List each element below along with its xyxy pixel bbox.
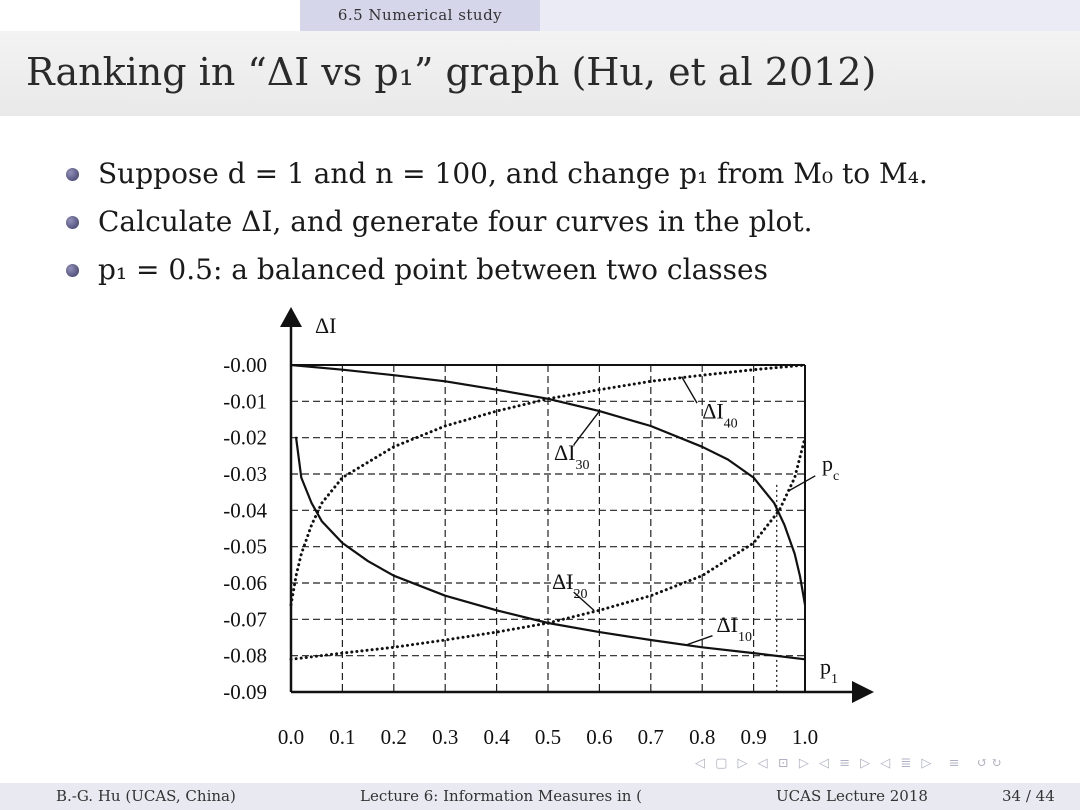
beamer-nav-icons[interactable]: ◁ ▢ ▷ ◁ ⊡ ▷ ◁ ≡ ▷ ◁ ≣ ▷ ≡ ↺↻ <box>695 756 1005 771</box>
x-axis-arrow-icon <box>852 681 874 703</box>
x-tick-label: 0.1 <box>329 725 356 749</box>
x-tick-label: 0.0 <box>277 725 305 749</box>
bullet-list <box>66 150 1046 294</box>
y-tick-label: -0.01 <box>223 389 267 414</box>
y-tick-label: -0.00 <box>223 353 267 377</box>
bullet-item <box>66 198 1046 246</box>
bullet-dot-icon <box>66 168 79 181</box>
y-tick-label: -0.02 <box>223 425 267 450</box>
section-tab[interactable]: 6.5 Numerical study <box>300 0 540 31</box>
footer-bar <box>0 783 1080 810</box>
footer-page: 34 / 44 <box>1002 787 1055 805</box>
bullet-item <box>66 246 1046 294</box>
x-tick-label: 0.5 <box>534 725 562 749</box>
leader-line-10 <box>687 636 713 645</box>
y-tick-label: -0.05 <box>223 534 267 559</box>
slide-title: Ranking in “ΔI vs p₁” graph (Hu, et al 2012) <box>26 50 877 94</box>
footer-author: B.-G. Hu (UCAS, China) <box>56 787 236 805</box>
footer-lecture: Lecture 6: Information Measures in ( <box>360 787 643 805</box>
y-tick-label: -0.04 <box>223 498 267 523</box>
bullet-text: Suppose d = 1 and n = 100, and change p₁ from M₀ to M₄. <box>98 157 928 190</box>
x-tick-label: 1.0 <box>791 725 819 749</box>
x-tick-label: 0.7 <box>637 725 664 749</box>
y-axis-arrow-icon <box>280 307 302 327</box>
y-tick-label: -0.03 <box>223 462 267 486</box>
x-tick-label: 0.4 <box>483 725 510 749</box>
y-tick-label: -0.09 <box>223 680 267 704</box>
pc-label: $p_c$ <box>822 450 840 484</box>
label-delta-i-30: $\Delta I_{30}$ <box>554 440 590 474</box>
footer-course: UCAS Lecture 2018 <box>776 787 928 805</box>
bullet-text: p₁ = 0.5: a balanced point between two classes <box>98 253 768 286</box>
x-tick-label: 0.6 <box>586 725 613 749</box>
pc-leader-line <box>790 476 816 491</box>
header-filler <box>540 0 1080 31</box>
y-tick-label: -0.08 <box>223 643 267 668</box>
label-delta-i-20: $\Delta I_{20}$ <box>552 569 588 603</box>
y-axis-label: ΔI <box>315 313 337 338</box>
delta-i-figure <box>200 300 890 760</box>
x-axis-label: $p_1$ <box>820 654 838 687</box>
bullet-item <box>66 150 1046 198</box>
bullet-dot-icon <box>66 216 79 229</box>
x-tick-label: 0.2 <box>380 725 407 749</box>
leader-line-30 <box>574 411 600 445</box>
delta-i-chart <box>200 300 890 760</box>
x-tick-label: 0.3 <box>432 725 459 749</box>
label-delta-i-10: $\Delta I_{10}$ <box>716 612 752 646</box>
leader-line-40 <box>682 377 697 404</box>
y-tick-label: -0.06 <box>223 571 267 595</box>
x-tick-label: 0.8 <box>689 725 716 749</box>
x-tick-label: 0.9 <box>740 725 767 749</box>
label-delta-i-40: $\Delta I_{40}$ <box>702 398 738 432</box>
y-tick-label: -0.07 <box>223 607 267 632</box>
bullet-text: Calculate ΔI, and generate four curves in the plot. <box>98 205 813 238</box>
bullet-dot-icon <box>66 264 79 277</box>
